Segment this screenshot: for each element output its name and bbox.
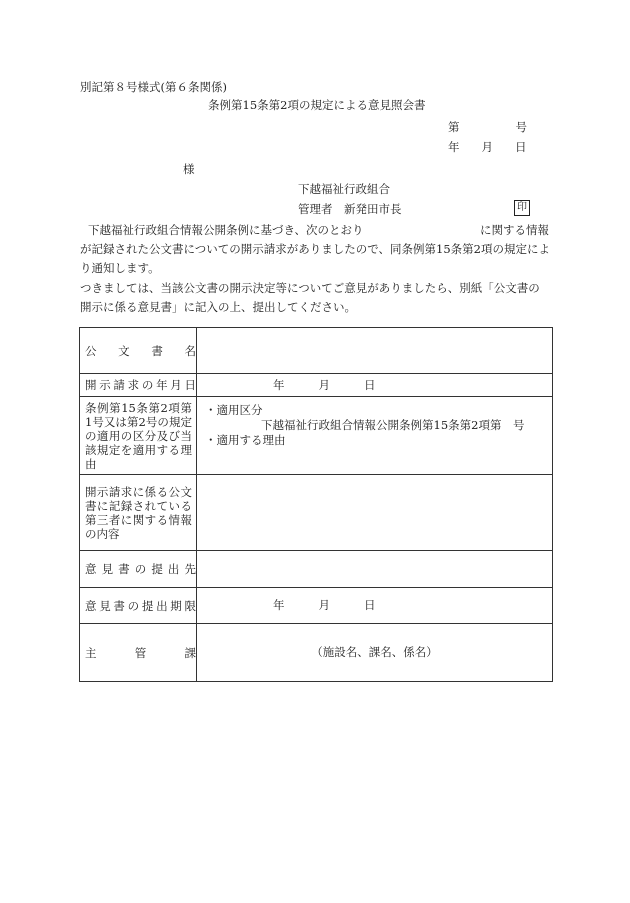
addressee: 様	[183, 162, 195, 176]
deadline-month: 月	[318, 598, 330, 612]
request-date-value	[197, 374, 553, 397]
deadline-year: 年	[273, 598, 285, 612]
applicable-reason: ・適用する理由	[205, 433, 286, 447]
inquiry-table	[79, 327, 553, 682]
document-title: 条例第15条第2項の規定による意見照会書	[208, 98, 426, 112]
table-row	[80, 374, 553, 397]
request-day: 日	[364, 377, 376, 392]
third-party-info-label: 開示請求に係る公文書に記録されている第三者に関する情報の内容	[80, 475, 197, 551]
submission-deadline-label: 意見書の提出期限	[80, 588, 197, 624]
applicable-category: ・適用区分	[205, 403, 263, 417]
deadline-day: 日	[364, 598, 376, 612]
table-row	[80, 588, 553, 624]
body-paragraph-2-line2: 開示に係る意見書」に記入の上、提出してください。	[80, 300, 356, 314]
issue-date-line	[448, 140, 527, 154]
issue-day: 日	[515, 140, 527, 154]
organization-name: 下越福祉行政組合	[298, 182, 390, 196]
number-suffix: 号	[515, 120, 527, 134]
seal-stamp: 印	[514, 200, 530, 216]
applicable-category-detail: 下越福祉行政組合情報公開条例第15条第2項第 号	[261, 418, 525, 432]
table-row	[80, 624, 553, 682]
responsible-section-label: 主管課	[80, 624, 197, 682]
table-row	[80, 397, 553, 475]
body-paragraph-1-line2: が記録された公文書についての開示請求がありましたので、同条例第15条第2項の規定によ	[80, 242, 550, 256]
body-paragraph-1-start: 下越福祉行政組合情報公開条例に基づき、次のとおり	[88, 223, 364, 237]
request-year: 年	[273, 377, 285, 392]
form-number: 別記第８号様式(第６条関係)	[80, 80, 227, 94]
request-month: 月	[318, 377, 330, 392]
body-paragraph-1-end: に関する情報	[480, 223, 549, 237]
table-row	[80, 475, 553, 551]
sender-name: 管理者 新発田市長	[298, 202, 402, 216]
table-row	[80, 551, 553, 588]
applicable-provision-label: 条例第15条第2項第1号又は第2号の規定の適用の区分及び当該規定を適用する理由	[80, 397, 197, 475]
body-paragraph-2-line1: つきましては、当該公文書の開示決定等についてご意見がありましたら、別紙「公文書の	[80, 281, 540, 295]
submission-destination-value	[197, 551, 553, 588]
body-paragraph-1-line3: り通知します。	[80, 261, 160, 275]
number-prefix: 第	[448, 120, 460, 134]
table-row	[80, 328, 553, 374]
document-name-value	[197, 328, 553, 374]
submission-deadline-value	[197, 588, 553, 624]
issue-year: 年	[448, 140, 460, 154]
responsible-section-value: （施設名、課名、係名）	[197, 624, 553, 682]
document-name-label: 公文書名	[80, 328, 197, 374]
third-party-info-value	[197, 475, 553, 551]
request-date-label: 開示請求の年月日	[80, 374, 197, 397]
applicable-provision-value	[197, 397, 553, 475]
issue-month: 月	[481, 140, 493, 154]
document-number-line	[448, 120, 527, 134]
submission-destination-label: 意見書の提出先	[80, 551, 197, 588]
